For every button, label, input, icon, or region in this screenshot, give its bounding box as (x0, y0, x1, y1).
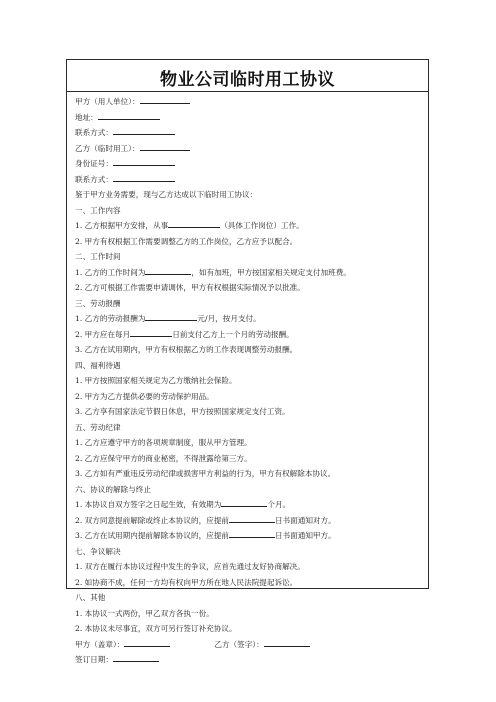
clause-text: 1. 乙方根据甲方安排，从事 (75, 221, 169, 230)
job-position-blank[interactable] (168, 218, 220, 228)
clause: 1. 本协议一式两份，甲乙双方各执一份。 (75, 608, 214, 618)
contact-b-label: 联系方式： (75, 174, 113, 184)
clause-text: 个月。 (267, 500, 291, 509)
clause-text: ，如有加班，甲方按国家相关规定支付加班费。 (191, 267, 351, 277)
signature-line (75, 637, 424, 653)
salary-blank[interactable] (145, 311, 197, 321)
clause-text: 1. 乙方的劳动报酬为 (75, 314, 146, 323)
sign-b-label: 乙方（签字）： (214, 639, 264, 649)
clause-text: 日书面通知甲方。 (274, 531, 336, 540)
clause (75, 327, 424, 343)
clause-text: 2. 双方同意提前解除或终止本协议的，应提前 (75, 515, 229, 525)
clause-text: 2. 甲方应在每月 (75, 329, 131, 339)
party-b-label: 乙方（临时用工）： (75, 143, 140, 153)
contact-b-blank[interactable] (113, 172, 175, 182)
clause (75, 311, 424, 327)
agreement-body (75, 94, 424, 668)
clause-text: 日书面通知对方。 (274, 515, 336, 525)
term-months-blank[interactable] (221, 497, 267, 507)
clause: 2. 本协议未尽事宜，双方可另行签订补充协议。 (75, 624, 237, 633)
contact-b-line (75, 172, 424, 188)
clause-text: 元/月，按月支付。 (197, 314, 261, 323)
id-blank[interactable] (113, 156, 175, 166)
work-hours-blank[interactable] (145, 265, 191, 275)
section-heading: 一、工作内容 (75, 205, 121, 215)
intro-text: 鉴于甲方业务需要，现与乙方达成以下临时用工协议： (75, 190, 258, 199)
clause: 1. 甲方按照国家相关规定为乙方缴纳社会保险。 (75, 376, 237, 385)
contact-a-line (75, 125, 424, 141)
clause-text: （具体工作岗位）工作。 (220, 221, 304, 230)
section-heading: 五、劳动纪律 (75, 422, 121, 432)
contact-a-blank[interactable] (113, 125, 175, 135)
section-heading: 四、福利待遇 (75, 360, 121, 370)
contact-a-label: 联系方式： (75, 128, 113, 137)
document-title: 物业公司临时用工协议 (160, 70, 335, 90)
party-a-label: 甲方（用人单位）： (75, 97, 140, 106)
party-b-line (75, 141, 424, 157)
clause: 2. 甲方有权根据工作需要调整乙方的工作岗位，乙方应予以配合。 (75, 236, 298, 246)
clause-text: 3. 乙方在试用期内提前解除本协议的，应提前 (75, 531, 229, 540)
title-divider (67, 91, 428, 92)
section-heading: 三、劳动报酬 (75, 298, 121, 308)
clause: 2. 乙方可根据工作需要申请调休，甲方有权根据实际情况予以批准。 (75, 283, 305, 292)
date-blank[interactable] (113, 652, 159, 662)
sign-b-blank[interactable] (264, 637, 310, 647)
clause: 1. 乙方应遵守甲方的各项规章制度，服从甲方管理。 (75, 438, 252, 447)
clause (75, 497, 424, 513)
date-label: 签订日期： (75, 655, 113, 664)
sign-a-label: 甲方（盖章）： (75, 639, 125, 649)
clause (75, 218, 424, 234)
address-blank[interactable] (98, 110, 160, 120)
agreement-frame (66, 59, 429, 664)
clause: 2. 乙方应保守甲方的商业秘密，不得泄露给第三方。 (75, 453, 252, 463)
clause: 3. 乙方享有国家法定节假日休息，甲方按照国家规定支付工资。 (75, 407, 290, 416)
section-heading: 八、其他 (75, 593, 106, 602)
clause-text: 日前支付乙方上一个月的劳动报酬。 (172, 329, 294, 339)
probation-notice-blank[interactable] (229, 528, 275, 538)
clause-text: 1. 本协议自双方签字之日起生效，有效期为 (75, 500, 222, 509)
date-line (75, 652, 424, 668)
clause (75, 265, 424, 281)
id-line (75, 156, 424, 172)
address-line (75, 110, 424, 126)
clause: 2. 甲方为乙方提供必要的劳动保护用品。 (75, 391, 214, 401)
section-heading: 七、争议解决 (75, 546, 121, 556)
notice-days-blank[interactable] (229, 513, 275, 523)
clause (75, 513, 424, 529)
clause-text: 1. 乙方的工作时间为 (75, 267, 146, 277)
section-heading: 二、工作时间 (75, 252, 121, 261)
party-b-blank[interactable] (140, 141, 190, 151)
sign-a-blank[interactable] (124, 637, 170, 647)
clause: 3. 乙方在试用期内，甲方有权根据乙方的工作表现调整劳动报酬。 (75, 345, 298, 354)
clause: 2. 如协商不成，任何一方均有权向甲方所在地人民法院提起诉讼。 (75, 577, 298, 587)
address-label: 地址： (75, 112, 98, 122)
id-label: 身份证号： (75, 159, 113, 168)
clause (75, 528, 424, 544)
clause: 3. 乙方如有严重违反劳动纪律或损害甲方利益的行为，甲方有权解除本协议。 (75, 469, 336, 478)
party-a-blank[interactable] (140, 94, 190, 104)
party-a-line (75, 94, 424, 110)
pay-day-blank[interactable] (130, 327, 172, 337)
section-heading: 六、协议的解除与终止 (75, 484, 151, 494)
clause: 1. 双方在履行本协议过程中发生的争议，应首先通过友好协商解决。 (75, 562, 305, 571)
